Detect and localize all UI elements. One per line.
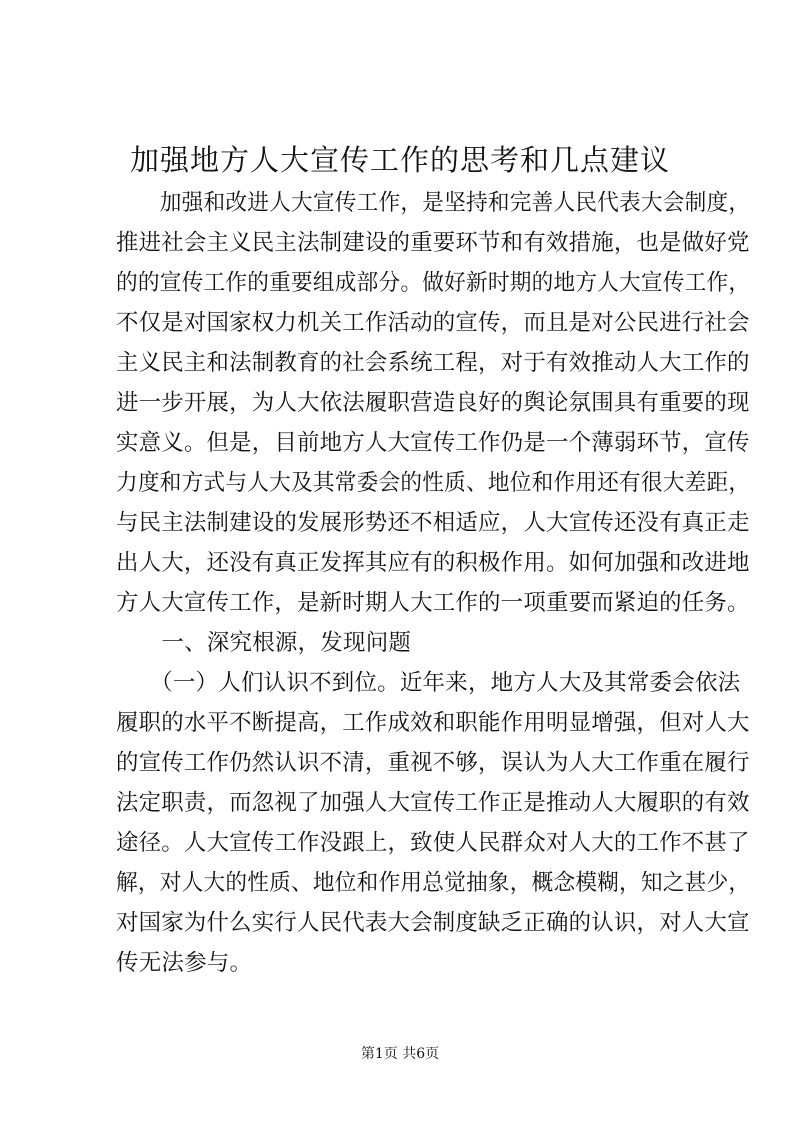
body-line: 力度和方式与人大及其常委会的性质、地位和作用还有很大差距， [116, 470, 751, 496]
body-line: 传无法参与。 [116, 950, 253, 976]
body-line: 主义民主和法制教育的社会系统工程，对于有效推动人大工作的 [116, 350, 750, 376]
body-line: 与民主法制建设的发展形势还不相适应，人大宣传还没有真正走 [116, 510, 750, 536]
page-footer: 第1页 共6页 [360, 1046, 440, 1062]
body-line: 出人大，还没有真正发挥其应有的积极作用。如何加强和改进地 [116, 550, 750, 576]
body-line: 不仅是对国家权力机关工作活动的宣传，而且是对公民进行社会 [116, 310, 750, 336]
section-heading: 一、深究根源，发现问题 [116, 630, 412, 656]
body-line: 进一步开展，为人大依法履职营造良好的舆论氛围具有重要的现 [116, 390, 750, 416]
body-line: 的的宣传工作的重要组成部分。做好新时期的地方人大宣传工作， [116, 270, 751, 296]
body-line: 实意义。但是，目前地方人大宣传工作仍是一个薄弱环节，宣传 [116, 430, 750, 456]
body-line: 履职的水平不断提高，工作成效和职能作用明显增强，但对人大 [116, 710, 750, 736]
body-line: 推进社会主义民主法制建设的重要环节和有效措施，也是做好党 [116, 230, 750, 256]
body-line: 法定职责，而忽视了加强人大宣传工作正是推动人大履职的有效 [116, 790, 750, 816]
body-line: 的宣传工作仍然认识不清，重视不够，误认为人大工作重在履行 [116, 750, 750, 776]
body-line: 途径。人大宣传工作没跟上，致使人民群众对人大的工作不甚了 [116, 830, 750, 856]
body-line: 解，对人大的性质、地位和作用总觉抽象，概念模糊，知之甚少， [116, 870, 751, 896]
body-line: 对国家为什么实行人民代表大会制度缺乏正确的认识，对人大宣 [116, 910, 750, 936]
body-line: （一）人们认识不到位。近年来，地方人大及其常委会依法 [116, 670, 741, 696]
body-line: 加强和改进人大宣传工作，是坚持和完善人民代表大会制度， [116, 190, 751, 216]
body-line: 方人大宣传工作，是新时期人大工作的一项重要而紧迫的任务。 [116, 590, 750, 616]
document-title: 加强地方人大宣传工作的思考和几点建议 [129, 143, 670, 177]
